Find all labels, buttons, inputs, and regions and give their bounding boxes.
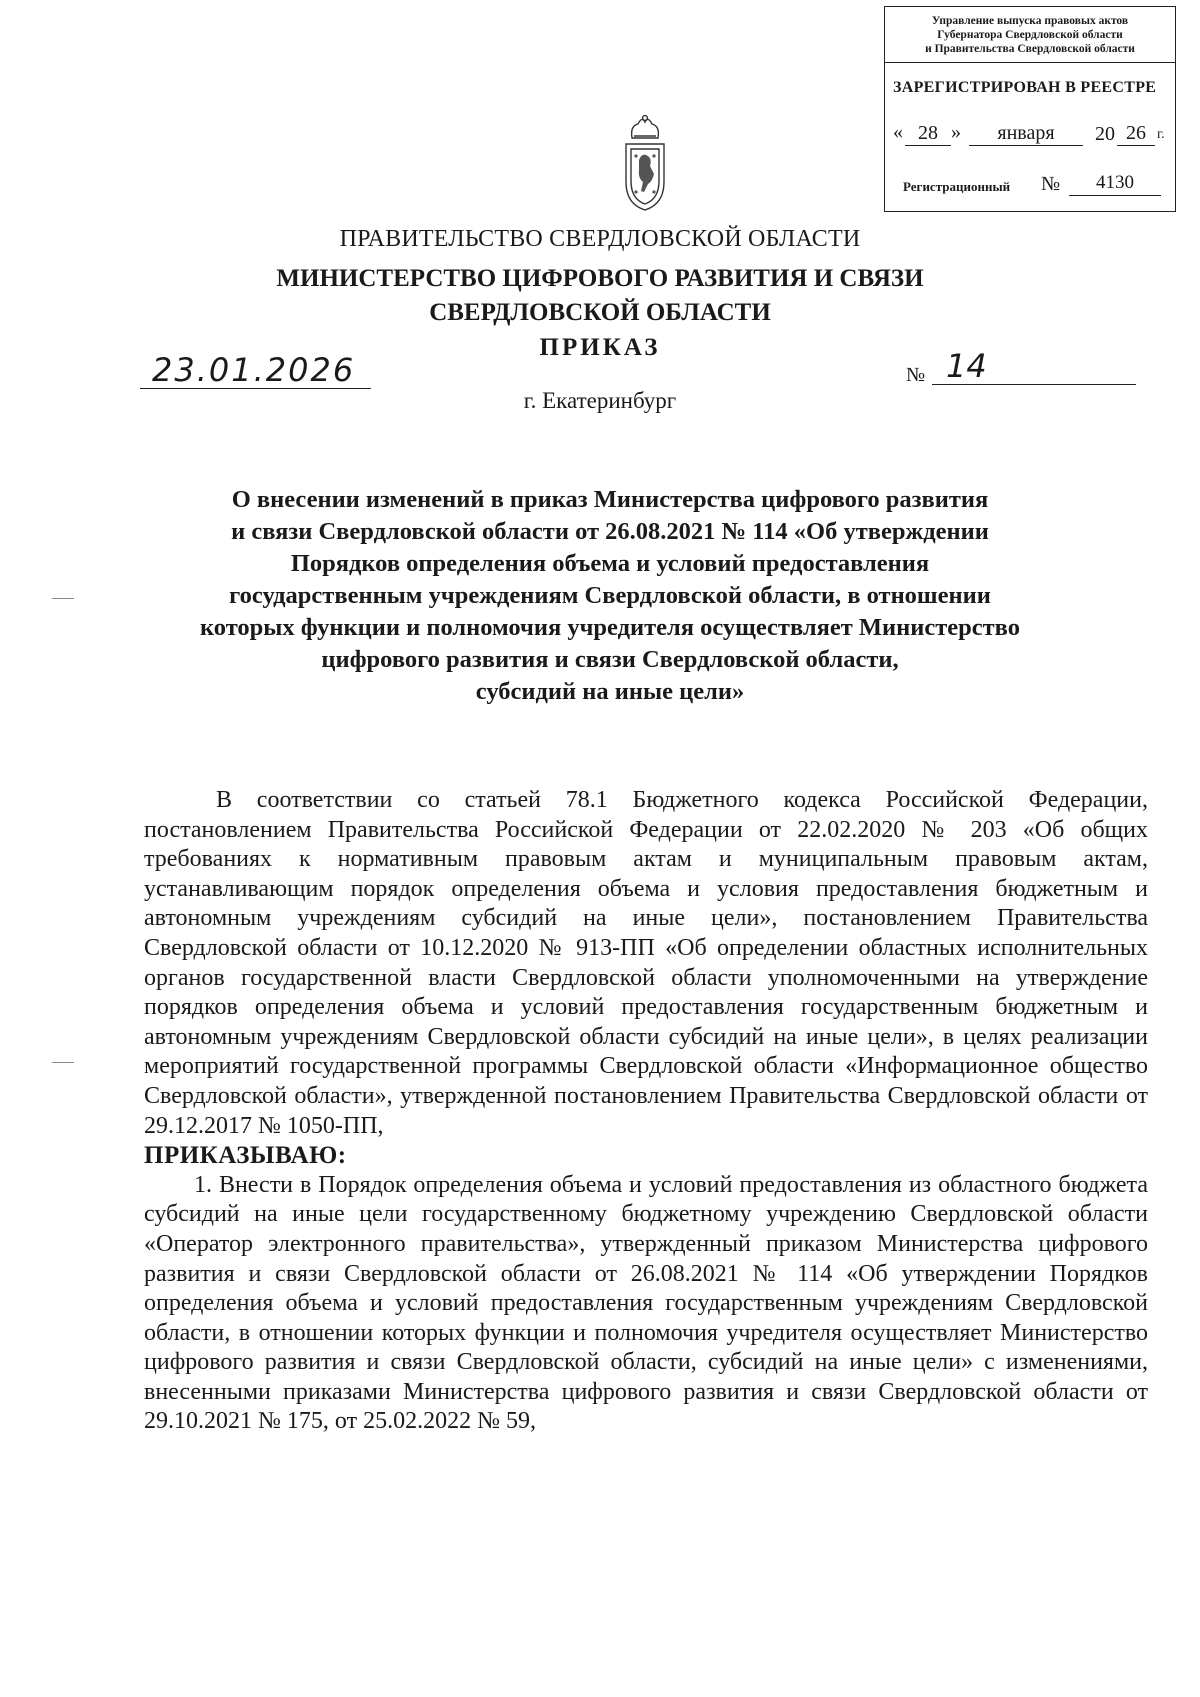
stamp-header-line: и Правительства Свердловской области bbox=[925, 43, 1135, 55]
stamp-header-line: Управление выпуска правовых актов bbox=[931, 15, 1129, 27]
stamp-day: 28 bbox=[905, 121, 951, 146]
stamp-month: января bbox=[969, 121, 1083, 146]
title-line: субсидий на иные цели» bbox=[475, 678, 745, 705]
order-number-label: № bbox=[906, 364, 926, 386]
title-line: О внесении изменений в приказ Министерства цифрового развития bbox=[231, 486, 989, 513]
stamp-date bbox=[893, 121, 1169, 151]
stamp-close-quote: » bbox=[951, 121, 961, 143]
stamp-year-suffix: 26 bbox=[1117, 121, 1155, 146]
order-date: 23.01.2026 bbox=[140, 352, 371, 389]
stamp-header-line: Губернатора Свердловской области bbox=[937, 29, 1123, 41]
ministry-name-line: МИНИСТЕРСТВО ЦИФРОВОГО РАЗВИТИЯ И СВЯЗИ bbox=[276, 265, 924, 292]
ministry-name-line: СВЕРДЛОВСКОЙ ОБЛАСТИ bbox=[429, 299, 771, 326]
city: г. Екатеринбург bbox=[523, 388, 677, 413]
government-name: ПРАВИТЕЛЬСТВО СВЕРДЛОВСКОЙ ОБЛАСТИ bbox=[339, 226, 861, 252]
stamp-registered-label: ЗАРЕГИСТРИРОВАН В РЕЕСТРЕ bbox=[893, 79, 1157, 96]
order-title bbox=[120, 484, 1100, 708]
title-line: которых функции и полномочия учредителя осуществляет Министерство bbox=[200, 614, 1020, 641]
stamp-no-sign: № bbox=[1041, 173, 1061, 195]
body-paragraph-item-1: 1. Внести в Порядок определения объема и условий предоставления из областного бюджета субсидий на иные цели государственному бюджетному учреждению Свердловской области «Оператор электронного правительства», утвержденный приказом Министерства цифрового развития и связи Свердловской области от 26.08.2021 № 114 «Об утверждении Порядков определения объема и условий предоставления государственным учреждениям Свердловской области, в отношении которых функции и полномочия учредителя осуществляет Министерство цифрового развития и связи Свердловской области, субсидий на иные цели» с изменениями, внесенными приказами Министерства цифрового развития и связи Свердловской области от 29.10.2021 № 175, от 25.02.2022 № 59, bbox=[144, 1171, 1148, 1435]
stamp-reg-label: Регистрационный bbox=[903, 179, 1011, 194]
stamp-reg-number-row bbox=[903, 171, 1163, 199]
order-word: ПРИКАЗЫВАЮ: bbox=[144, 1142, 347, 1170]
stamp-reg-number: 4130 bbox=[1069, 171, 1161, 196]
scan-mark bbox=[52, 598, 74, 599]
ministry-name bbox=[0, 262, 1200, 330]
title-line: цифрового развития и связи Свердловской области, bbox=[321, 646, 899, 673]
order-body bbox=[144, 786, 1148, 1437]
registration-stamp bbox=[884, 6, 1176, 212]
stamp-year-prefix: 20 bbox=[1095, 123, 1115, 145]
body-paragraph-preamble: В соответствии со статьей 78.1 Бюджетного кодекса Российской Федерации, постановлением Правительства Российской Федерации от 22.02.2020 № 203 «Об общих требованиях к нормативным правовым актам и муниципальным правовым актам, устанавливающим порядок определения объема и условия предоставления бюджетным и автономным учреждениям субсидий на иные цели», постановлением Правительства Свердловской области от 10.12.2020 № 913-ПП «Об определении областных исполнительных органов государственной власти Свердловской области уполномоченными на утверждение порядков определения объема и условий предоставления государственным бюджетным и автономным учреждениям Свердловской области субсидий на иные цели», в целях реализации мероприятий государственной программы Свердловской области «Информационное общество Свердловской области», утвержденной постановлением Правительства Свердловской области от 29.12.2017 № 1050-ПП, bbox=[144, 787, 1148, 1139]
order-number: 14 bbox=[932, 348, 1136, 385]
title-line: и связи Свердловской области от 26.08.2021 № 114 «Об утверждении bbox=[231, 518, 989, 545]
scan-mark bbox=[52, 1062, 74, 1063]
title-line: Порядков определения объема и условий предоставления bbox=[290, 550, 930, 577]
stamp-header bbox=[885, 7, 1175, 63]
coat-of-arms-icon bbox=[614, 112, 676, 214]
title-line: государственным учреждениям Свердловской области, в отношении bbox=[229, 582, 991, 609]
stamp-year-unit: г. bbox=[1157, 127, 1165, 142]
doc-type: ПРИКАЗ bbox=[539, 334, 661, 361]
stamp-open-quote: « bbox=[893, 121, 903, 143]
